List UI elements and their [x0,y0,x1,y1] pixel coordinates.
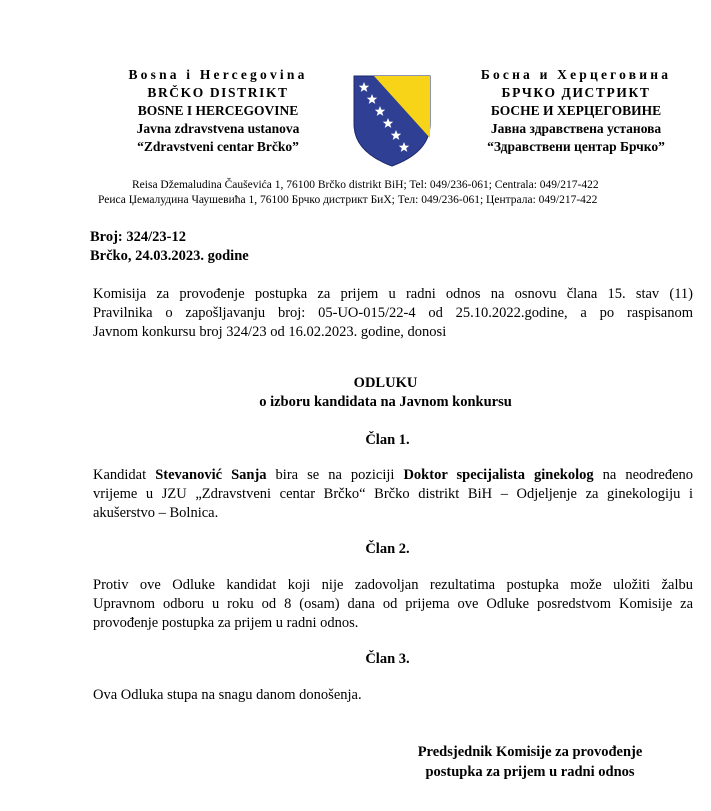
article-3-line: Ova Odluka stupa na snagu danom donošenja. [93,687,362,703]
candidate-name: Stevanović Sanja [155,467,267,483]
article-2-line: Upravnom odboru u roku od 8 (osam) dana od prijema ove Odluke posredstvom Komisije za [93,596,693,612]
address-latin: Reisa Džemaludina Čauševića 1, 76100 Brčko distrikt BiH; Tel: 049/236-061; Centrala: 049/217-422 [132,179,599,191]
article-2-heading: Član 2. [365,541,410,557]
header-cyrillic-country: Босна и Херцеговина [480,67,672,82]
article-1-line [93,466,693,485]
header-latin-institution-type: Javna zdravstvena ustanova [136,121,300,136]
header-cyrillic-district-full: БОСНЕ И ХЕРЦЕГОВИНЕ [490,103,662,118]
header-latin [108,66,328,156]
article-1-mid: bira se na poziciji [266,467,404,483]
intro-line: Komisija za provođenje postupka za prijem u radni odnos na osnovu člana 15. stav (11) [93,286,693,302]
document-number: Broj: 324/23-12 [90,229,186,245]
header-cyrillic-institution-type: Јавна здравствена установа [490,121,662,136]
header-latin-district: BRČKO DISTRIKT [147,85,289,100]
signature-block [400,742,660,782]
intro-line: Javnom konkursu broj 324/23 od 16.02.2023. godine, donosi [93,324,447,340]
position-name: Doktor specijalista ginekolog [403,467,594,483]
article-2-paragraph [93,576,693,633]
decision-title: ODLUKU [353,375,418,391]
article-1-pre: Kandidat [93,467,156,483]
intro-line: Pravilnika o zapošljavanju broj: 05-UO-015/22-4 od 25.10.2022.godine, a po raspisanom [93,305,693,321]
document-place-date: Brčko, 24.03.2023. godine [90,248,249,264]
coat-of-arms-icon [350,72,434,168]
header-latin-district-full: BOSNE I HERCEGOVINE [137,103,299,118]
article-3-heading: Član 3. [365,651,410,667]
intro-paragraph [93,285,693,342]
header-cyrillic-district: БРЧКО ДИСТРИКТ [501,85,651,100]
signature-title-line1: Predsjednik Komisije za provođenje [417,744,643,760]
article-1-paragraph [93,466,693,523]
header-latin-institution-name: “Zdravstveni centar Brčko” [137,139,299,154]
article-1-line: vrijeme u JZU „Zdravstveni centar Brčko“ Brčko distrikt BiH – Odjeljenje za ginekologiju i [93,486,693,502]
signature-title-line2: postupka za prijem u radni odnos [425,764,635,780]
article-1-post: na neodređeno [593,467,694,483]
header-cyrillic-institution-name: “Здравствени центар Брчко” [487,139,665,154]
decision-subtitle: o izboru kandidata na Javnom konkursu [259,394,512,410]
header-cyrillic [460,66,692,156]
article-3-paragraph [93,686,693,705]
article-1-heading: Član 1. [365,432,410,448]
header-latin-country: Bosna i Hercegovina [128,67,308,82]
article-2-line: provođenje postupka za prijem u radni odnos. [93,615,359,631]
article-2-line: Protiv ove Odluke kandidat koji nije zadovoljan rezultatima postupka može uložiti žalbu [93,577,693,593]
article-1-line: akušerstvo – Bolnica. [93,505,219,521]
address-cyrillic: Реиса Џемалудина Чаушевића 1, 76100 Брчко дистрикт БиХ; Тел: 049/236-061; Централа: 049/217-422 [98,194,598,206]
